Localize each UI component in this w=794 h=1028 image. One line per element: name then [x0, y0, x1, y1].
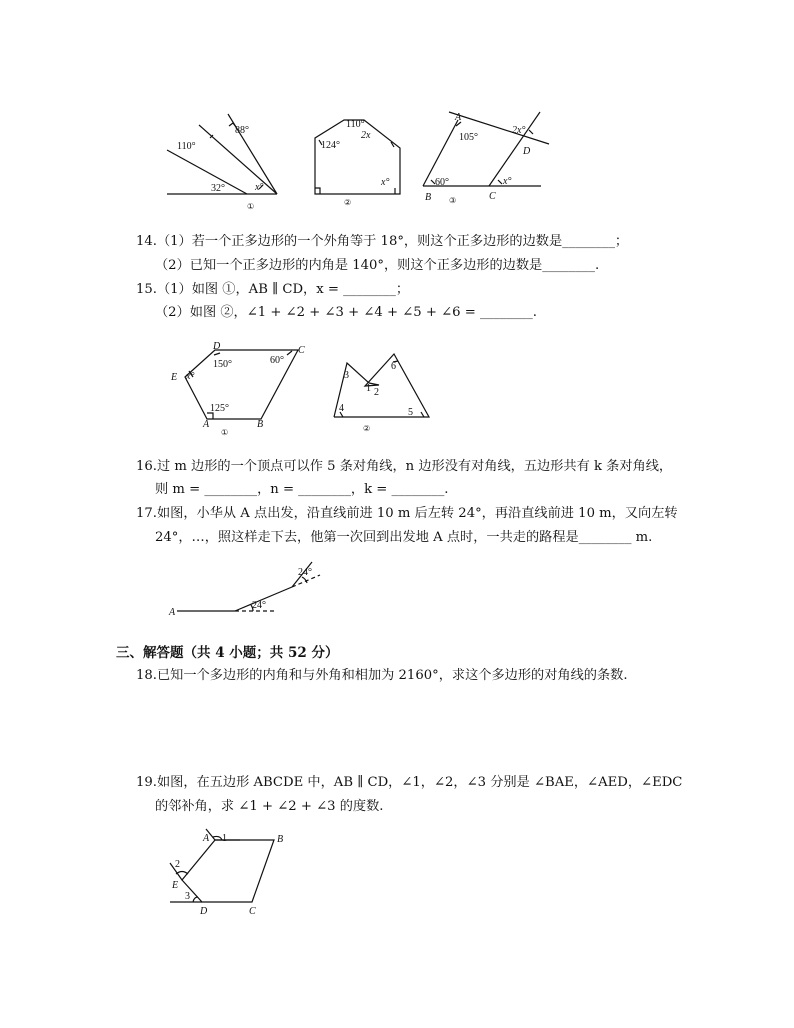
q16-line-1: 16.过 m 边形的一个顶点可以作 5 条对角线，n 边形没有对角线，五边形共有 k 条对角线， [136, 459, 673, 474]
f2-angle-110: 110° [346, 119, 365, 130]
f1-angle-32: 32° [211, 183, 225, 194]
f19-label-D: D [200, 906, 208, 915]
figure-q13 [155, 98, 555, 210]
f19-label-B: B [277, 834, 284, 845]
f19-label-A: A [203, 833, 210, 844]
f1-caption: ① [247, 202, 255, 210]
q17-line-2: 24°，…，照这样走下去，他第一次回到出发地 A 点时，一共走的路程是________ m. [155, 530, 653, 545]
f15a-angle-150: 150° [213, 359, 232, 370]
f3-label-C: C [489, 191, 496, 202]
f17-angle-24-lower: 24° [252, 600, 266, 611]
figure-q17 [165, 558, 325, 620]
f15a-angle-x: x° [186, 371, 195, 382]
q15-line-2: （2）如图 ②，∠1 + ∠2 + ∠3 + ∠4 + ∠5 + ∠6 = ________. [155, 305, 537, 320]
f19-label-E: E [172, 880, 179, 891]
f15a-label-E: E [171, 372, 178, 383]
f3-label-A: A [455, 112, 462, 123]
f1-angle-88: 88° [235, 125, 249, 136]
f19-num-1: 1 [222, 833, 227, 844]
f2-angle-124: 124° [321, 140, 340, 151]
f15b-num-3: 3 [344, 370, 349, 381]
f15a-caption: ① [221, 428, 229, 437]
f15b-num-1: 1 [366, 383, 371, 394]
f3-angle-x: x° [503, 176, 512, 187]
f1-angle-110: 110° [177, 141, 196, 152]
q19-line-2: 的邻补角，求 ∠1 + ∠2 + ∠3 的度数. [155, 799, 384, 814]
f15b-num-4: 4 [339, 403, 344, 414]
q17-line-1: 17.如图，小华从 A 点出发，沿直线前进 10 m 后左转 24°，再沿直线前进 10 m，又向左转 [136, 506, 678, 521]
q19-line-1: 19.如图，在五边形 ABCDE 中，AB ∥ CD，∠1，∠2，∠3 分别是 ∠BAE，∠AED，∠EDC [136, 775, 683, 790]
f3-angle-105: 105° [459, 132, 478, 143]
figure-q19 [160, 825, 300, 915]
f2-caption: ② [344, 198, 352, 207]
f15b-num-2: 2 [374, 387, 379, 398]
f2-angle-2x: 2x [361, 130, 371, 141]
f15a-label-A: A [203, 419, 210, 430]
f3-angle-2x: 2x° [512, 125, 526, 136]
f3-label-B: B [425, 192, 432, 203]
figure-q15 [165, 337, 445, 437]
q16-line-2: 则 m = ________，n = ________，k = ________. [155, 482, 449, 497]
f3-angle-60: 60° [435, 177, 449, 188]
f17-label-A: A [169, 607, 176, 618]
q14-line-1: 14.（1）若一个正多边形的一个外角等于 18°，则这个正多边形的边数是________； [136, 234, 629, 249]
section-3-title: 三、解答题（共 4 小题；共 52 分） [116, 645, 339, 661]
f15a-angle-60: 60° [270, 355, 284, 366]
q15-line-1: 15.（1）如图 ①，AB ∥ CD，x = ________； [136, 282, 410, 297]
q14-line-2: （2）已知一个正多边形的内角是 140°，则这个正多边形的边数是________. [155, 258, 600, 273]
f1-angle-x: x° [255, 182, 264, 193]
f15a-label-D: D [213, 341, 221, 352]
f15b-caption: ② [363, 424, 371, 433]
f17-angle-24-upper: 24° [298, 567, 312, 578]
f3-label-D: D [523, 146, 531, 157]
f15a-label-C: C [298, 345, 305, 356]
f15b-num-5: 5 [408, 407, 413, 418]
f15a-angle-125: 125° [210, 403, 229, 414]
f15a-label-B: B [257, 419, 264, 430]
f19-num-3: 3 [185, 891, 190, 902]
f15b-num-6: 6 [391, 361, 396, 372]
f19-label-C: C [249, 906, 256, 915]
q18-line-1: 18.已知一个多边形的内角和与外角和相加为 2160°，求这个多边形的对角线的条数. [136, 668, 628, 683]
f19-num-2: 2 [175, 859, 180, 870]
f2-angle-x: x° [381, 177, 390, 188]
f3-caption: ③ [449, 196, 457, 205]
